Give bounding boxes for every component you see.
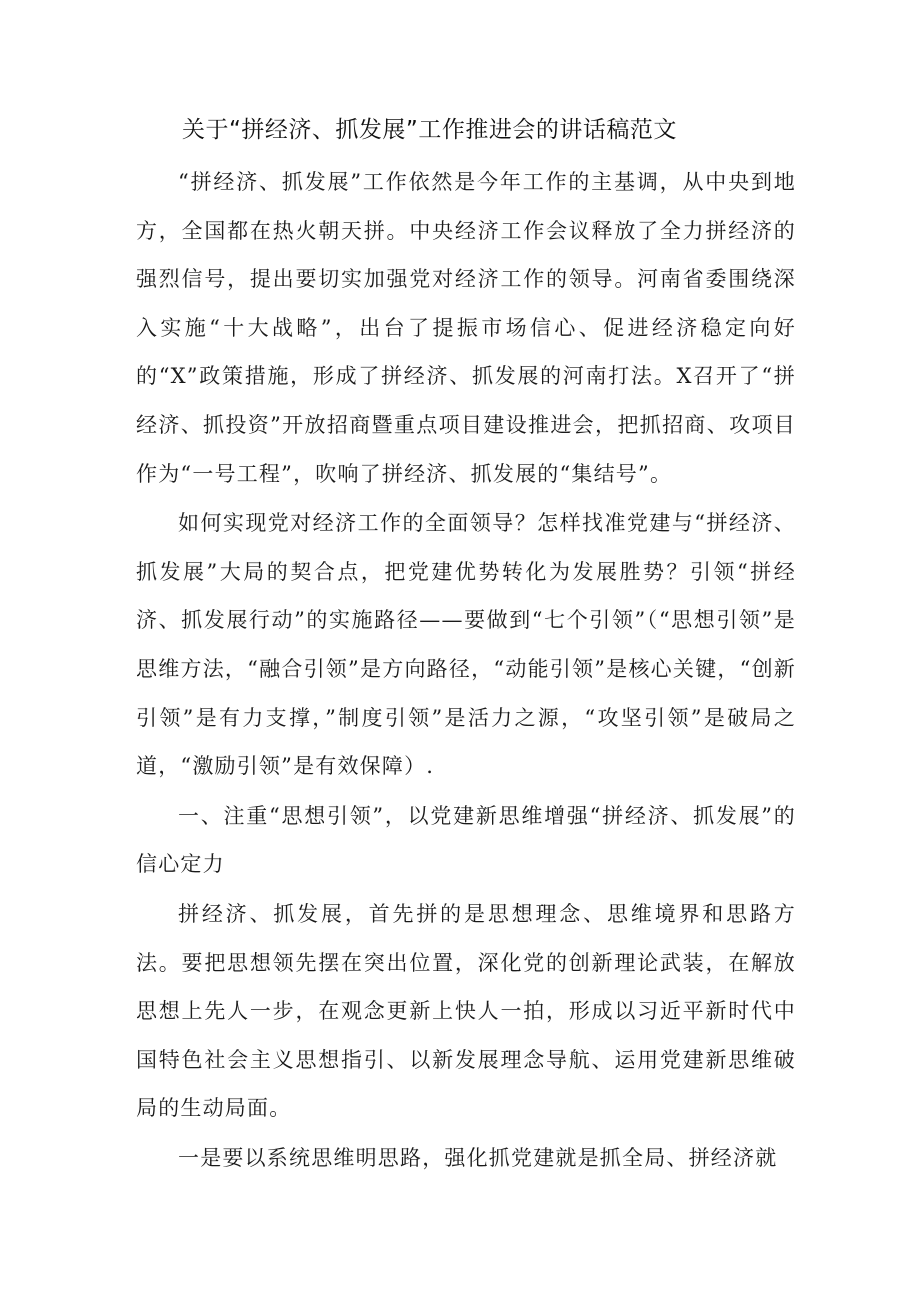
paragraph-section-1: 拼经济、抓发展，首先拼的是思想理念、思维境界和思路方法。要把思想领先摆在突出位置，深化党的创新理论武装，在解放思想上先人一步，在观念更新上快人一拍，形成以习近平新时代中国特色社会主义思想指引、以新发展理念导航、运用党建新思维破局的生动局面。 — [136, 901, 796, 1121]
paragraph-point-1: 一是要以系统思维明思路，强化抓党建就是抓全局、拼经济就 — [178, 1145, 778, 1170]
section-heading-1: 一、注重“思想引领”，以党建新思维增强“拼经济、抓发展”的信心定力 — [136, 803, 796, 877]
document-body — [136, 158, 796, 1182]
paragraph-questions: 如何实现党对经济工作的全面领导？怎样找准党建与“拼经济、抓发展”大局的契合点，把党建优势转化为发展胜势？引领“拼经济、抓发展行动”的实施路径——要做到“七个引领”（“思想引领”是思维方法，“融合引领”是方向路径，“动能引领”是核心关键，“创新引领”是有力支撑，”制度引领”是活力之源，“攻坚引领”是破局之道，“激励引领”是有效保障）. — [136, 511, 796, 779]
paragraph-intro: “拼经济、抓发展”工作依然是今年工作的主基调，从中央到地方，全国都在热火朝天拼。中央经济工作会议释放了全力拼经济的强烈信号，提出要切实加强党对经济工作的领导。河南省委围绕深入实施“十大战略”，出台了提振市场信心、促进经济稳定向好的“X”政策措施，形成了拼经济、抓发展的河南打法。X召开了“拼经济、抓投资”开放招商暨重点项目建设推进会，把抓招商、攻项目作为“一号工程”，吹响了拼经济、抓发展的“集结号”。 — [136, 170, 796, 486]
document-title: 关于“拼经济、抓发展”工作推进会的讲话稿范文 — [182, 117, 677, 143]
